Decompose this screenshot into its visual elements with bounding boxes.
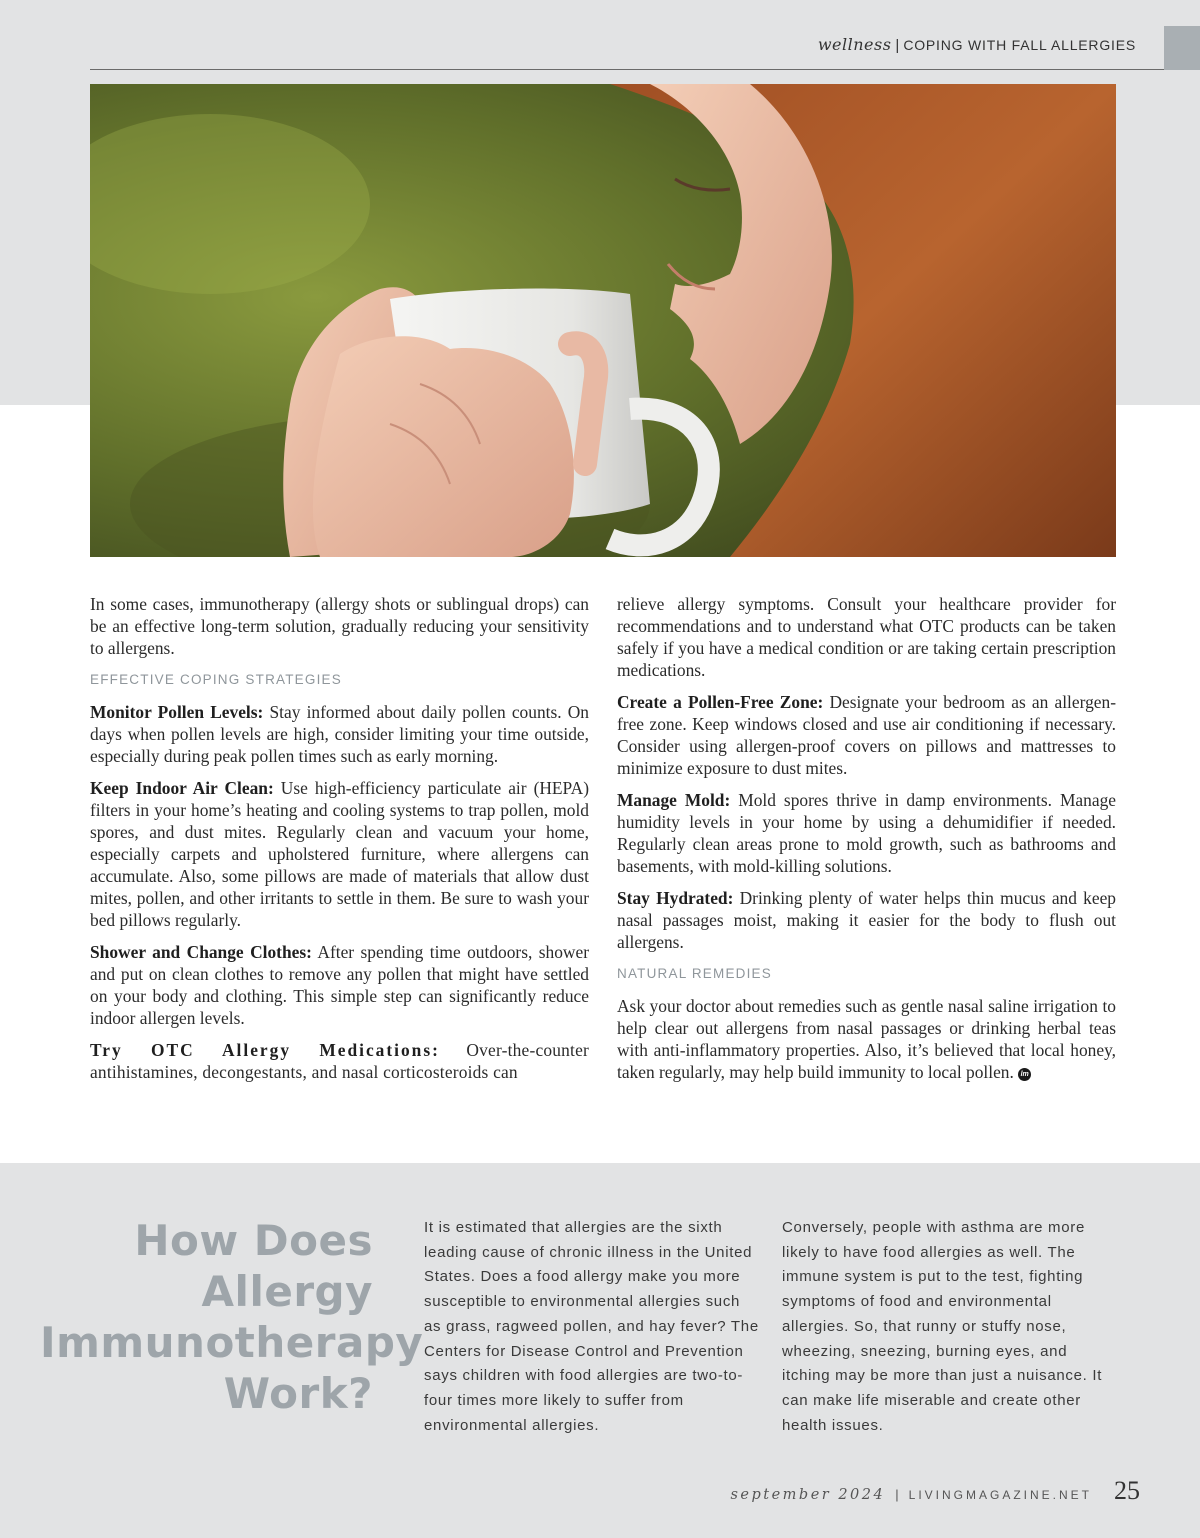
article-column-right: [617, 593, 1116, 1093]
page-footer: [730, 1476, 1140, 1506]
page-number: 25: [1114, 1476, 1140, 1505]
tip-body: After spending time outdoors, shower and put on clean clothes to remove any pollen that might have settled on your body and clothing. This simple step can significantly reduce indoor allergen levels.: [90, 942, 589, 1028]
footer-separator: |: [895, 1487, 899, 1502]
sidebar-heading-line: Immunotherapy: [40, 1318, 424, 1367]
tip-title: Shower and Change Clothes:: [90, 942, 312, 962]
header-separator: |: [895, 37, 900, 54]
tip-stay-hydrated: [617, 887, 1116, 953]
end-mark-logo-icon: lm: [1018, 1068, 1031, 1081]
tip-title: Manage Mold:: [617, 790, 731, 810]
subhead-coping-strategies: EFFECTIVE COPING STRATEGIES: [90, 672, 342, 687]
tip-shower: [90, 941, 589, 1029]
sidebar-heading-line: How Does: [134, 1216, 373, 1265]
tip-body: Stay informed about daily pollen counts. On days when pollen levels are high, consider limiting your time outside, especially during peak pollen times such as early morning.: [90, 702, 589, 766]
tip-otc-continued: relieve allergy symptoms. Consult your healthcare provider for recommendations and to understand what OTC products can be taken safely if you have a medical condition or are taking certain prescription medications.: [617, 594, 1116, 680]
tip-indoor-air: [90, 777, 589, 931]
article-title: COPING WITH FALL ALLERGIES: [903, 37, 1136, 53]
tip-manage-mold: [617, 789, 1116, 877]
tip-title: Stay Hydrated:: [617, 888, 734, 908]
section-label: wellness: [817, 35, 892, 54]
sidebar-heading: [40, 1215, 424, 1419]
article-photo: [90, 84, 1116, 557]
subhead-natural-remedies: NATURAL REMEDIES: [617, 966, 772, 981]
running-header: [818, 35, 1136, 55]
tip-monitor-pollen: [90, 701, 589, 767]
tip-title: Try OTC Allergy Medications:: [90, 1040, 440, 1060]
tip-title: Monitor Pollen Levels:: [90, 702, 264, 722]
tip-body: Use high-efficiency particulate air (HEPA) filters in your home’s heating and cooling systems to trap pollen, mold spores, and dust mites. Regularly clean and vacuum your home, especially carpets and upholstered furniture, where allergens can accumulate. Also, some pillows are made of materials that allow dust mites, pollen, and other irritants to settle in them. Be sure to wash your bed pillows regularly.: [90, 778, 589, 930]
tip-pollen-free-zone: [617, 691, 1116, 779]
sidebar-heading-line: Allergy: [201, 1267, 373, 1316]
article-column-left: [90, 593, 589, 1093]
sidebar-heading-line: Work?: [223, 1369, 373, 1418]
tip-otc-medications: [90, 1039, 589, 1083]
header-tab-accent: [1164, 26, 1200, 70]
tip-title: Keep Indoor Air Clean:: [90, 778, 274, 798]
remedies-text: Ask your doctor about remedies such as gentle nasal saline irrigation to help clear out allergens from nasal passages or drinking herbal teas with anti-inflammatory properties. Also, it’s believed that local honey, taken regularly, may help build immunity to local pollen.: [617, 996, 1116, 1082]
header-rule: [90, 69, 1164, 70]
website-link[interactable]: LIVINGMAGAZINE.NET: [908, 1488, 1092, 1502]
tip-body: Mold spores thrive in damp environments. Manage humidity levels in your home by using a dehumidifier if needed. Regularly clean areas prone to mold growth, such as bathrooms and basements, with mold-killing solutions.: [617, 790, 1116, 876]
issue-date: september 2024: [730, 1487, 886, 1503]
tip-body: Drinking plenty of water helps thin mucus and keep nasal passages moist, making it easier for the body to flush out allergens.: [617, 888, 1116, 952]
sidebar-column-2: Conversely, people with asthma are more likely to have food allergies as well. The immune system is put to the test, fighting symptoms of food and environmental allergies. So, that runny or stuffy nose, wheezing, sneezing, burning eyes, and itching may be more than just a nuisance. It can make life miserable and create other health issues.: [782, 1219, 1103, 1434]
tip-body: Over-the-counter antihistamines, decongestants, and nasal corticosteroids can: [90, 1040, 589, 1082]
tip-title: Create a Pollen-Free Zone:: [617, 692, 824, 712]
intro-paragraph: In some cases, immunotherapy (allergy shots or sublingual drops) can be an effective long-term solution, gradually reducing your sensitivity to allergens.: [90, 594, 589, 658]
photo-woman-smelling-mug-icon: [90, 84, 1116, 557]
sidebar-column-1: It is estimated that allergies are the sixth leading cause of chronic illness in the United States. Does a food allergy make you more susceptible to environmental allergies such as grass, ragweed pollen, and hay fever? The Centers for Disease Control and Prevention says children with food allergies are two-to-four times more likely to suffer from environmental allergies.: [424, 1219, 759, 1434]
remedies-paragraph: [617, 995, 1116, 1083]
tip-body: Designate your bedroom as an allergen-free zone. Keep windows closed and use air conditioning if necessary. Consider using allergen-proof covers on pillows and mattresses to minimize exposure to dust mites.: [617, 692, 1116, 778]
